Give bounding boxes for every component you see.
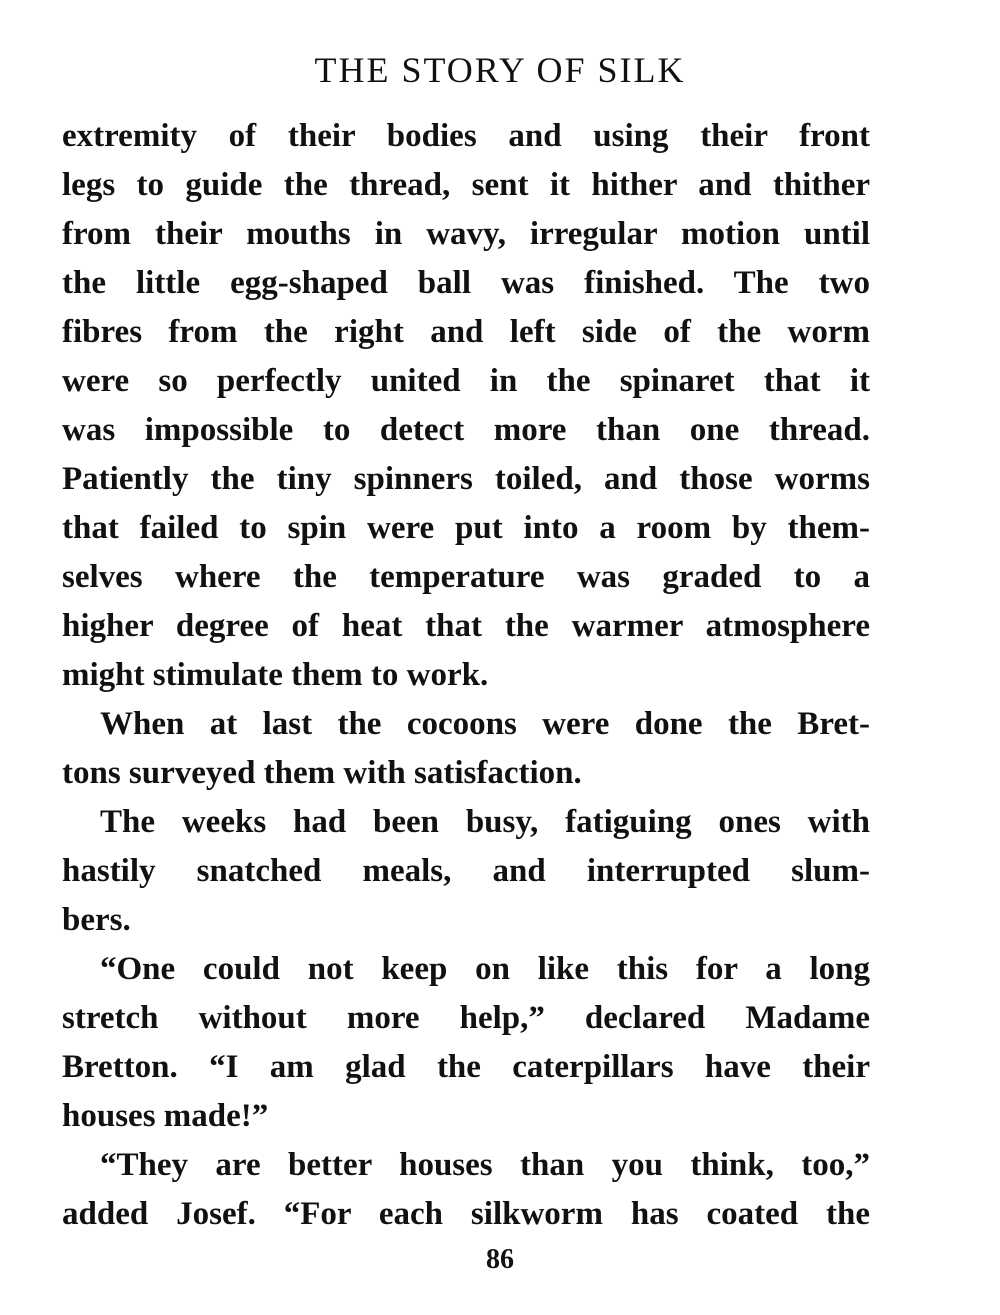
text-line: from their mouths in wavy, irregular motion until <box>62 216 870 252</box>
text-line: was impossible to detect more than one thread. <box>62 412 870 448</box>
body-text <box>62 112 870 1239</box>
text-line: stretch without more help,” declared Madame <box>62 1000 870 1036</box>
text-line: bers. <box>62 902 131 938</box>
text-line: Patiently the tiny spinners toiled, and those worms <box>62 461 870 497</box>
text-line: were so perfectly united in the spinaret that it <box>62 363 870 399</box>
text-line: houses made!” <box>62 1098 269 1134</box>
text-line: that failed to spin were put into a room by them- <box>62 510 870 546</box>
text-line: added Josef. “For each silkworm has coated the <box>62 1196 870 1232</box>
text-line: fibres from the right and left side of the worm <box>62 314 870 350</box>
text-line: legs to guide the thread, sent it hither and thither <box>62 167 870 203</box>
text-line: might stimulate them to work. <box>62 657 489 693</box>
text-line: selves where the temperature was graded to a <box>62 559 870 595</box>
text-line: “They are better houses than you think, too,” <box>100 1147 870 1183</box>
text-line: tons surveyed them with satisfaction. <box>62 755 582 791</box>
text-line: the little egg-shaped ball was finished. The two <box>62 265 870 301</box>
text-line: When at last the cocoons were done the Bret- <box>100 706 870 742</box>
text-line: extremity of their bodies and using their front <box>62 118 870 154</box>
text-line: higher degree of heat that the warmer atmosphere <box>62 608 870 644</box>
text-line: The weeks had been busy, fatiguing ones with <box>100 804 870 840</box>
running-head-title: THE STORY OF SILK <box>314 50 686 90</box>
text-line: “One could not keep on like this for a long <box>100 951 870 987</box>
text-line: Bretton. “I am glad the caterpillars have their <box>62 1049 870 1085</box>
page-number: 86 <box>486 1244 514 1275</box>
text-line: hastily snatched meals, and interrupted slum- <box>62 853 870 889</box>
